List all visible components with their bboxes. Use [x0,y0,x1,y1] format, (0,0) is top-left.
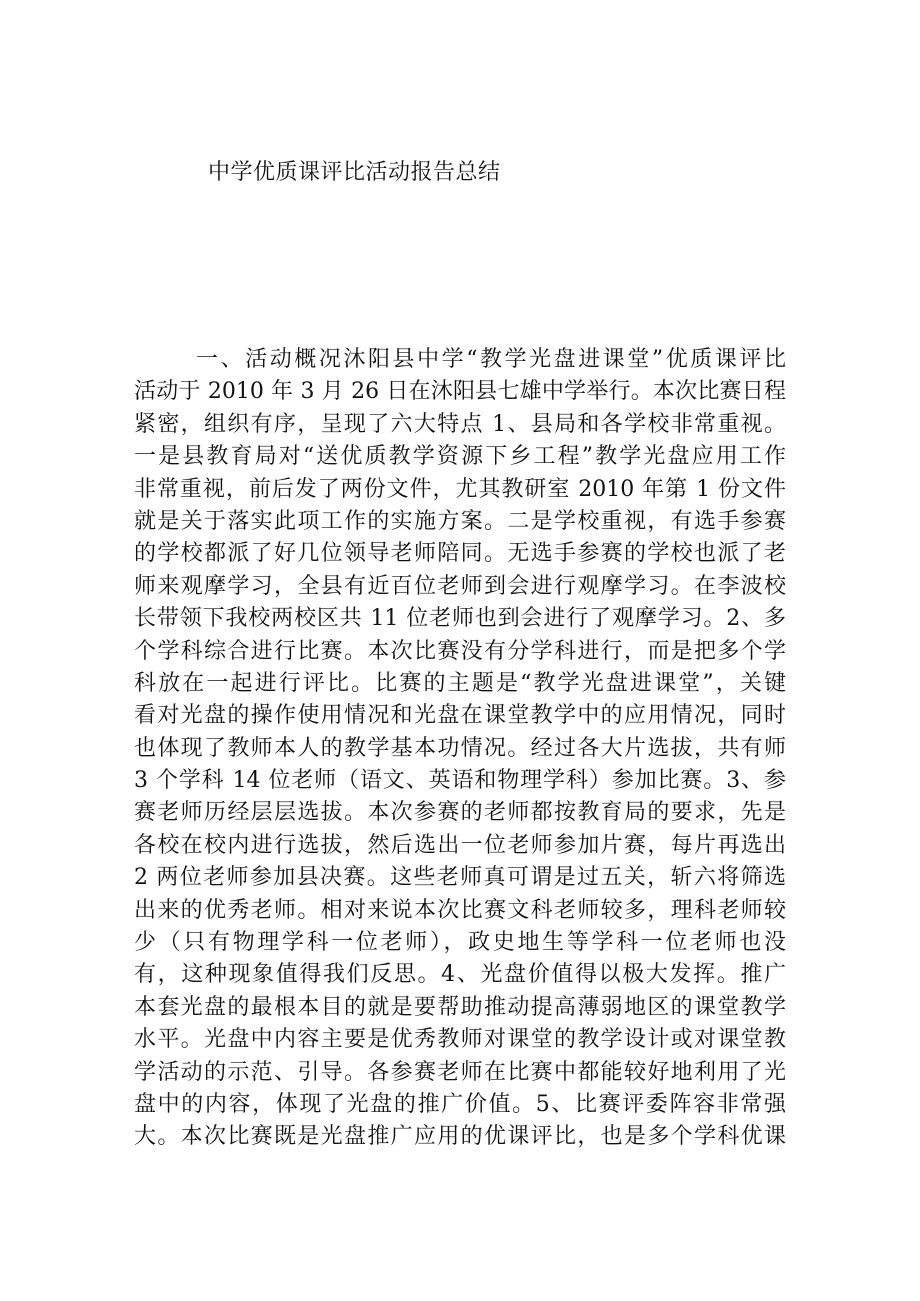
body-line: 有，这种现象值得我们反思。4、光盘价值得以极大发挥。推广 [134,962,786,988]
body-line: 2 两位老师参加县决赛。这些老师真可谓是过五关，斩六将筛选 [134,865,786,891]
body-line: 一、活动概况沐阳县中学“教学光盘进课堂”优质课评比 [196,347,786,372]
body-line: 水平。光盘中内容主要是优秀教师对课堂的教学设计或对课堂教 [134,1027,786,1053]
body-line: 就是关于落实此项工作的实施方案。二是学校重视，有选手参赛 [134,508,786,534]
body-line: 各校在校内进行选拔，然后选出一位老师参加片赛，每片再选出 [134,832,786,858]
body-line: 3 个学科 14 位老师（语文、英语和物理学科）参加比赛。3、参 [134,768,786,794]
body-line: 也体现了教师本人的教学基本功情况。经过各大片选拔，共有师 [134,735,786,761]
body-line: 个学科综合进行比赛。本次比赛没有分学科进行，而是把多个学 [134,638,786,664]
body-line: 一是县教育局对“送优质教学资源下乡工程”教学光盘应用工作 [134,444,786,470]
body-line: 看对光盘的操作使用情况和光盘在课堂教学中的应用情况，同时 [134,703,786,729]
document-title: 中学优质课评比活动报告总结 [208,160,501,185]
body-line: 非常重视，前后发了两份文件，尤其教研室 2010 年第 1 份文件 [134,476,786,502]
body-line: 少（只有物理学科一位老师），政史地生等学科一位老师也没 [134,930,786,956]
body-line: 盘中的内容，体现了光盘的推广价值。5、比赛评委阵容非常强 [134,1091,786,1117]
body-line: 紧密，组织有序，呈现了六大特点 1、县局和各学校非常重视。 [134,411,786,437]
body-line: 长带领下我校两校区共 11 位老师也到会进行了观摩学习。2、多 [134,606,786,632]
body-line: 活动于 2010 年 3 月 26 日在沐阳县七雄中学举行。本次比赛日程 [134,379,786,405]
document-body [134,344,786,1154]
body-line: 本套光盘的最根本目的就是要帮助推动提高薄弱地区的课堂教学 [134,994,786,1020]
body-line: 出来的优秀老师。相对来说本次比赛文科老师较多，理科老师较 [134,897,786,923]
body-line: 赛老师历经层层选拔。本次参赛的老师都按教育局的要求，先是 [134,800,786,826]
body-line: 学活动的示范、引导。各参赛老师在比赛中都能较好地利用了光 [134,1059,786,1085]
body-line: 大。本次比赛既是光盘推广应用的优课评比，也是多个学科优课 [134,1124,786,1150]
body-line: 科放在一起进行评比。比赛的主题是“教学光盘进课堂”，关键 [134,670,786,696]
body-line: 的学校都派了好几位领导老师陪同。无选手参赛的学校也派了老 [134,541,786,567]
body-line: 师来观摩学习，全县有近百位老师到会进行观摩学习。在李波校 [134,573,786,599]
